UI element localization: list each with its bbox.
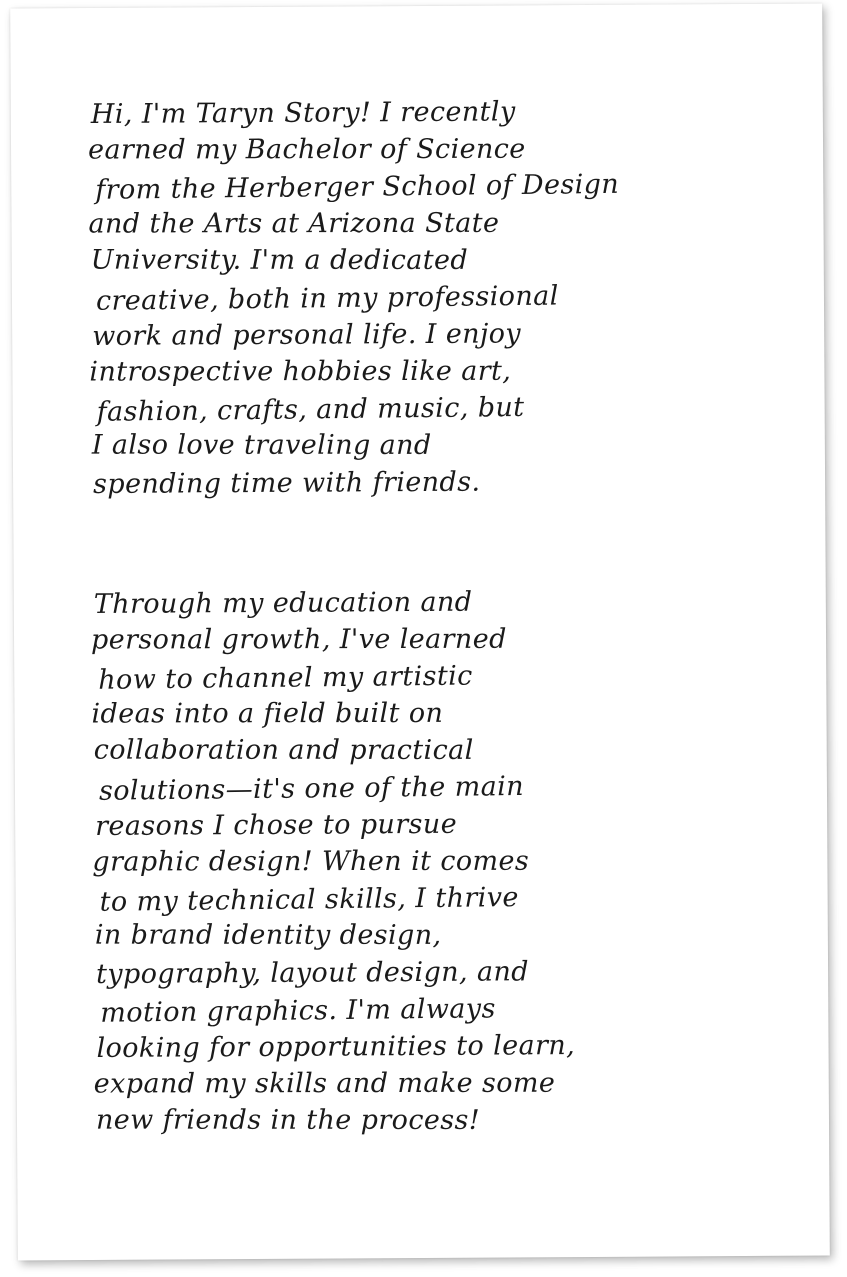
handwritten-line: looking for opportunities to learn, xyxy=(96,1030,576,1064)
handwritten-line: I also love traveling and xyxy=(91,429,432,461)
handwritten-line: how to channel my artistic xyxy=(98,660,473,696)
handwritten-line: Hi, I'm Taryn Story! I recently xyxy=(90,96,516,131)
handwritten-line: in brand identity design, xyxy=(94,919,442,951)
handwritten-line: solutions—it's one of the main xyxy=(98,770,525,807)
handwritten-line: Through my education and xyxy=(93,586,473,620)
handwritten-line: introspective hobbies like art, xyxy=(89,355,512,388)
handwritten-line: and the Arts at Arizona State xyxy=(88,207,500,240)
handwritten-line: new friends in the process! xyxy=(95,1104,481,1136)
handwritten-line: personal growth, I've learned xyxy=(91,623,507,656)
handwritten-line: to my technical skills, I thrive xyxy=(99,882,519,918)
handwritten-line: from the Herberger School of Design xyxy=(95,168,620,206)
handwritten-line: expand my skills and make some xyxy=(93,1067,556,1100)
handwritten-line: motion graphics. I'm always xyxy=(100,993,496,1029)
handwritten-line: graphic design! When it comes xyxy=(92,845,530,878)
intro-paragraph xyxy=(88,92,783,503)
skills-paragraph xyxy=(91,582,787,1141)
handwritten-line: fashion, crafts, and music, but xyxy=(96,391,525,428)
handwritten-line: reasons I chose to pursue xyxy=(95,808,458,842)
handwritten-line: ideas into a field built on xyxy=(91,697,444,730)
handwritten-line: University. I'm a dedicated xyxy=(90,244,469,276)
handwritten-line: earned my Bachelor of Science xyxy=(88,133,526,166)
handwritten-line: spending time with friends. xyxy=(92,466,481,500)
handwritten-line: collaboration and practical xyxy=(93,734,474,766)
handwritten-note-paper xyxy=(10,4,830,1261)
handwritten-line: typography, layout design, and xyxy=(95,956,530,990)
handwritten-line: work and personal life. I enjoy xyxy=(92,318,522,352)
handwritten-line: creative, both in my professional xyxy=(95,280,559,317)
